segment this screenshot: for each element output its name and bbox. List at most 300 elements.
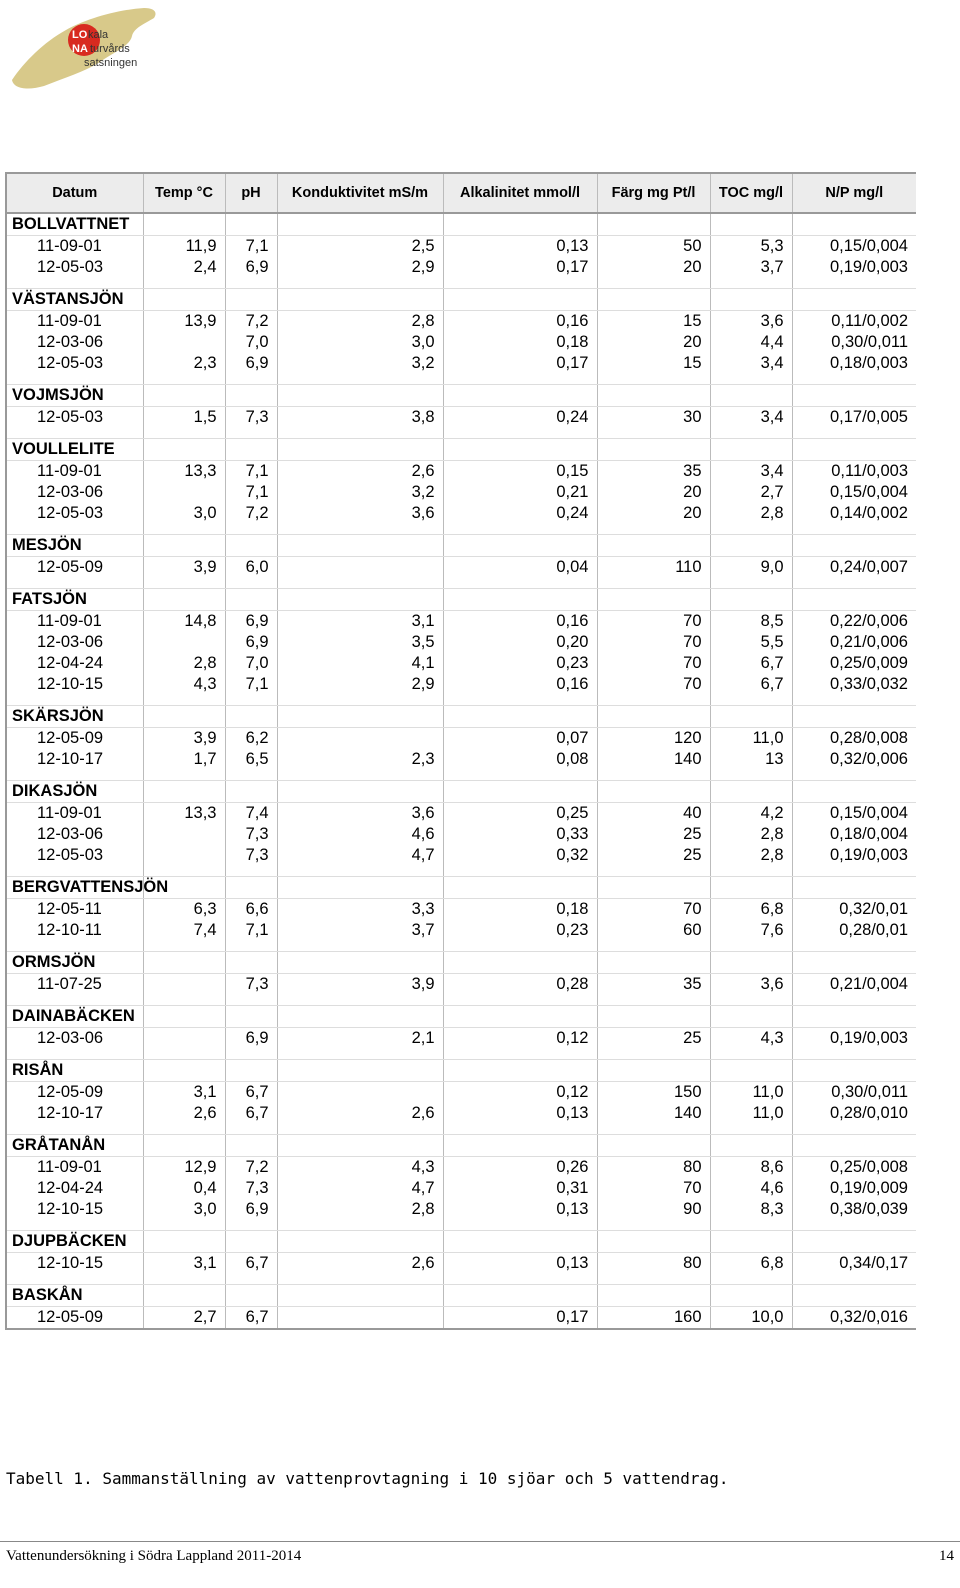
spacer-cell (443, 941, 597, 952)
spacer-cell (597, 1124, 710, 1135)
cell-konduktivitet: 2,6 (277, 1103, 443, 1124)
spacer-cell (443, 374, 597, 385)
empty-cell (443, 289, 597, 311)
cell-np: 0,22/0,006 (792, 611, 916, 633)
cell-farg: 150 (597, 1082, 710, 1104)
cell-farg: 20 (597, 482, 710, 503)
spacer-cell (443, 428, 597, 439)
cell-datum: 12-05-11 (6, 899, 143, 921)
cell-farg: 60 (597, 920, 710, 941)
empty-cell (225, 1006, 277, 1028)
cell-konduktivitet: 2,6 (277, 1253, 443, 1275)
empty-cell (225, 781, 277, 803)
lake-name-row (6, 589, 916, 611)
spacer-cell (710, 578, 792, 589)
spacer-cell (277, 1049, 443, 1060)
cell-konduktivitet (277, 728, 443, 750)
cell-farg: 160 (597, 1307, 710, 1330)
cell-toc: 8,3 (710, 1199, 792, 1220)
empty-cell (143, 781, 225, 803)
spacer-cell (225, 941, 277, 952)
header-toc: TOC mg/l (710, 173, 792, 213)
cell-konduktivitet: 3,7 (277, 920, 443, 941)
spacer-cell (225, 1124, 277, 1135)
cell-np: 0,32/0,006 (792, 749, 916, 770)
spacer-cell (225, 428, 277, 439)
empty-cell (792, 289, 916, 311)
cell-ph: 6,6 (225, 899, 277, 921)
cell-alkalinitet: 0,33 (443, 824, 597, 845)
cell-datum: 12-10-17 (6, 749, 143, 770)
cell-farg: 20 (597, 332, 710, 353)
cell-toc: 3,6 (710, 974, 792, 996)
cell-alkalinitet: 0,21 (443, 482, 597, 503)
empty-cell (710, 706, 792, 728)
spacer-cell (143, 578, 225, 589)
empty-cell (143, 1285, 225, 1307)
spacer-cell (225, 695, 277, 706)
spacer-cell (443, 866, 597, 877)
spacer-cell (792, 524, 916, 535)
cell-datum: 12-03-06 (6, 482, 143, 503)
cell-np: 0,28/0,01 (792, 920, 916, 941)
empty-cell (443, 1060, 597, 1082)
cell-farg: 35 (597, 974, 710, 996)
cell-farg: 140 (597, 749, 710, 770)
empty-cell (792, 877, 916, 899)
cell-temp: 2,8 (143, 653, 225, 674)
cell-datum: 11-09-01 (6, 461, 143, 483)
cell-np: 0,11/0,002 (792, 311, 916, 333)
spacer-cell (597, 1220, 710, 1231)
cell-farg: 80 (597, 1253, 710, 1275)
cell-alkalinitet: 0,17 (443, 1307, 597, 1330)
empty-cell (710, 877, 792, 899)
spacer-row (6, 428, 916, 439)
empty-cell (143, 535, 225, 557)
empty-cell (597, 1285, 710, 1307)
cell-konduktivitet: 3,5 (277, 632, 443, 653)
cell-temp: 13,9 (143, 311, 225, 333)
cell-np: 0,25/0,009 (792, 653, 916, 674)
cell-datum: 12-10-17 (6, 1103, 143, 1124)
empty-cell (143, 952, 225, 974)
spacer-cell (277, 941, 443, 952)
cell-ph: 6,7 (225, 1253, 277, 1275)
water-sampling-table (5, 172, 915, 1330)
cell-farg: 110 (597, 557, 710, 579)
cell-datum: 12-10-11 (6, 920, 143, 941)
spacer-cell (710, 1124, 792, 1135)
cell-np: 0,15/0,004 (792, 482, 916, 503)
cell-alkalinitet: 0,17 (443, 257, 597, 278)
cell-datum: 12-05-03 (6, 503, 143, 524)
cell-konduktivitet: 3,9 (277, 974, 443, 996)
cell-datum: 12-05-09 (6, 557, 143, 579)
spacer-cell (6, 278, 143, 289)
table-row (6, 674, 916, 695)
table-row (6, 1178, 916, 1199)
empty-cell (443, 589, 597, 611)
cell-farg: 20 (597, 257, 710, 278)
spacer-cell (277, 524, 443, 535)
header-alkalinitet: Alkalinitet mmol/l (443, 173, 597, 213)
empty-cell (597, 1135, 710, 1157)
spacer-cell (277, 374, 443, 385)
cell-ph: 7,4 (225, 803, 277, 825)
cell-np: 0,19/0,003 (792, 1028, 916, 1050)
spacer-cell (710, 278, 792, 289)
empty-cell (277, 781, 443, 803)
cell-konduktivitet: 2,1 (277, 1028, 443, 1050)
cell-temp: 6,3 (143, 899, 225, 921)
lake-name-row (6, 1135, 916, 1157)
cell-ph: 6,0 (225, 557, 277, 579)
table-row (6, 974, 916, 996)
empty-cell (792, 1060, 916, 1082)
empty-cell (597, 289, 710, 311)
cell-ph: 7,1 (225, 236, 277, 258)
empty-cell (277, 877, 443, 899)
cell-konduktivitet: 4,7 (277, 1178, 443, 1199)
cell-np: 0,19/0,003 (792, 257, 916, 278)
spacer-cell (710, 524, 792, 535)
spacer-cell (597, 866, 710, 877)
empty-cell (710, 1285, 792, 1307)
empty-cell (710, 1060, 792, 1082)
cell-alkalinitet: 0,13 (443, 236, 597, 258)
cell-farg: 15 (597, 353, 710, 374)
lake-name: RISÅN (6, 1060, 143, 1082)
cell-alkalinitet: 0,07 (443, 728, 597, 750)
empty-cell (225, 289, 277, 311)
table-row (6, 1082, 916, 1104)
cell-toc: 2,8 (710, 503, 792, 524)
cell-temp (143, 974, 225, 996)
lake-name: ORMSJÖN (6, 952, 143, 974)
cell-np: 0,17/0,005 (792, 407, 916, 429)
cell-toc: 6,8 (710, 1253, 792, 1275)
empty-cell (277, 385, 443, 407)
empty-cell (225, 385, 277, 407)
cell-alkalinitet: 0,32 (443, 845, 597, 866)
cell-alkalinitet: 0,12 (443, 1028, 597, 1050)
empty-cell (143, 706, 225, 728)
spacer-cell (6, 695, 143, 706)
cell-temp: 14,8 (143, 611, 225, 633)
table-row (6, 749, 916, 770)
empty-cell (277, 589, 443, 611)
lake-name: SKÄRSJÖN (6, 706, 143, 728)
spacer-cell (710, 695, 792, 706)
empty-cell (443, 535, 597, 557)
empty-cell (710, 589, 792, 611)
cell-toc: 5,5 (710, 632, 792, 653)
spacer-cell (710, 866, 792, 877)
cell-np: 0,19/0,003 (792, 845, 916, 866)
cell-konduktivitet: 2,6 (277, 461, 443, 483)
empty-cell (597, 1231, 710, 1253)
empty-cell (277, 213, 443, 236)
table-row (6, 632, 916, 653)
lake-name-row (6, 1060, 916, 1082)
spacer-cell (443, 1124, 597, 1135)
cell-toc: 8,6 (710, 1157, 792, 1179)
logo-lo: LO (72, 29, 88, 41)
cell-datum: 11-09-01 (6, 311, 143, 333)
cell-farg: 25 (597, 845, 710, 866)
cell-toc: 10,0 (710, 1307, 792, 1330)
empty-cell (443, 439, 597, 461)
cell-np: 0,18/0,003 (792, 353, 916, 374)
cell-datum: 12-05-03 (6, 407, 143, 429)
cell-farg: 140 (597, 1103, 710, 1124)
table-row (6, 1307, 916, 1330)
empty-cell (143, 385, 225, 407)
cell-ph: 7,3 (225, 974, 277, 996)
cell-np: 0,28/0,008 (792, 728, 916, 750)
cell-np: 0,18/0,004 (792, 824, 916, 845)
logo-na: NA (72, 43, 88, 55)
spacer-cell (143, 1274, 225, 1285)
cell-toc: 2,8 (710, 845, 792, 866)
footer-divider (0, 1541, 960, 1542)
cell-toc: 3,4 (710, 407, 792, 429)
cell-ph: 7,1 (225, 461, 277, 483)
cell-farg: 70 (597, 674, 710, 695)
cell-datum: 12-10-15 (6, 674, 143, 695)
lake-name-row (6, 213, 916, 236)
cell-datum: 12-10-15 (6, 1253, 143, 1275)
cell-toc: 4,4 (710, 332, 792, 353)
lake-name: BOLLVATTNET (6, 213, 143, 236)
cell-datum: 11-09-01 (6, 803, 143, 825)
cell-datum: 11-09-01 (6, 611, 143, 633)
spacer-cell (710, 1049, 792, 1060)
lake-name-row (6, 1006, 916, 1028)
cell-datum: 12-05-03 (6, 353, 143, 374)
lake-name-row (6, 1285, 916, 1307)
logo-turvards: turvårds (90, 43, 130, 55)
table-row (6, 503, 916, 524)
cell-temp: 7,4 (143, 920, 225, 941)
cell-temp: 3,0 (143, 503, 225, 524)
empty-cell (792, 385, 916, 407)
cell-farg: 50 (597, 236, 710, 258)
cell-temp: 12,9 (143, 1157, 225, 1179)
cell-temp: 13,3 (143, 803, 225, 825)
cell-alkalinitet: 0,17 (443, 353, 597, 374)
cell-alkalinitet: 0,25 (443, 803, 597, 825)
cell-np: 0,32/0,016 (792, 1307, 916, 1330)
cell-farg: 70 (597, 653, 710, 674)
cell-konduktivitet: 4,6 (277, 824, 443, 845)
footer-title: Vattenundersökning i Södra Lappland 2011-2014 (6, 1548, 302, 1564)
empty-cell (225, 213, 277, 236)
empty-cell (443, 1135, 597, 1157)
cell-toc: 3,6 (710, 311, 792, 333)
cell-alkalinitet: 0,13 (443, 1253, 597, 1275)
cell-temp: 1,7 (143, 749, 225, 770)
cell-konduktivitet: 3,6 (277, 803, 443, 825)
cell-ph: 7,2 (225, 503, 277, 524)
spacer-cell (443, 524, 597, 535)
empty-cell (792, 1231, 916, 1253)
table-row (6, 236, 916, 258)
lake-name: DIKASJÖN (6, 781, 143, 803)
cell-konduktivitet: 3,2 (277, 353, 443, 374)
cell-konduktivitet: 4,3 (277, 1157, 443, 1179)
cell-konduktivitet: 3,2 (277, 482, 443, 503)
spacer-cell (443, 278, 597, 289)
spacer-cell (597, 524, 710, 535)
cell-ph: 7,2 (225, 1157, 277, 1179)
cell-np: 0,11/0,003 (792, 461, 916, 483)
table-row (6, 482, 916, 503)
cell-toc: 7,6 (710, 920, 792, 941)
cell-np: 0,33/0,032 (792, 674, 916, 695)
spacer-cell (6, 374, 143, 385)
spacer-row (6, 524, 916, 535)
cell-farg: 80 (597, 1157, 710, 1179)
spacer-row (6, 578, 916, 589)
spacer-cell (225, 278, 277, 289)
cell-toc: 5,3 (710, 236, 792, 258)
cell-ph: 7,3 (225, 824, 277, 845)
cell-temp: 4,3 (143, 674, 225, 695)
cell-toc: 11,0 (710, 1082, 792, 1104)
table-caption: Tabell 1. Sammanställning av vattenprovtagning i 10 sjöar och 5 vattendrag. (6, 1469, 729, 1488)
spacer-row (6, 374, 916, 385)
page-number: 14 (939, 1548, 954, 1564)
spacer-row (6, 995, 916, 1006)
empty-cell (225, 1231, 277, 1253)
cell-temp: 0,4 (143, 1178, 225, 1199)
empty-cell (792, 952, 916, 974)
cell-farg: 15 (597, 311, 710, 333)
empty-cell (277, 439, 443, 461)
cell-konduktivitet: 3,6 (277, 503, 443, 524)
cell-alkalinitet: 0,12 (443, 1082, 597, 1104)
cell-konduktivitet: 2,9 (277, 257, 443, 278)
cell-alkalinitet: 0,26 (443, 1157, 597, 1179)
cell-alkalinitet: 0,23 (443, 920, 597, 941)
empty-cell (443, 213, 597, 236)
spacer-cell (277, 578, 443, 589)
cell-konduktivitet: 2,5 (277, 236, 443, 258)
empty-cell (277, 1060, 443, 1082)
empty-cell (597, 706, 710, 728)
spacer-row (6, 1124, 916, 1135)
empty-cell (792, 213, 916, 236)
table-row (6, 257, 916, 278)
lake-name-row (6, 706, 916, 728)
table-row (6, 920, 916, 941)
spacer-cell (225, 1220, 277, 1231)
cell-ph: 6,9 (225, 257, 277, 278)
empty-cell (710, 1231, 792, 1253)
spacer-cell (143, 1220, 225, 1231)
cell-ph: 6,2 (225, 728, 277, 750)
cell-ph: 6,7 (225, 1103, 277, 1124)
table-row (6, 845, 916, 866)
lokala-naturvards-logo (4, 2, 164, 94)
cell-toc: 6,8 (710, 899, 792, 921)
cell-np: 0,14/0,002 (792, 503, 916, 524)
lake-name: BERGVATTENSJÖN (6, 877, 143, 899)
cell-konduktivitet: 4,1 (277, 653, 443, 674)
cell-np: 0,19/0,009 (792, 1178, 916, 1199)
cell-alkalinitet: 0,16 (443, 611, 597, 633)
spacer-cell (6, 1274, 143, 1285)
empty-cell (225, 589, 277, 611)
empty-cell (792, 706, 916, 728)
table-row (6, 611, 916, 633)
cell-ph: 6,7 (225, 1307, 277, 1330)
cell-datum: 12-03-06 (6, 332, 143, 353)
cell-konduktivitet: 2,3 (277, 749, 443, 770)
spacer-row (6, 278, 916, 289)
table-row (6, 803, 916, 825)
spacer-cell (143, 374, 225, 385)
cell-farg: 70 (597, 632, 710, 653)
empty-cell (277, 1231, 443, 1253)
lake-name-row (6, 1231, 916, 1253)
cell-temp (143, 332, 225, 353)
logo-kala: kala (88, 29, 109, 41)
lake-name: VOJMSJÖN (6, 385, 143, 407)
empty-cell (792, 1006, 916, 1028)
spacer-cell (277, 1220, 443, 1231)
spacer-cell (443, 695, 597, 706)
spacer-cell (225, 995, 277, 1006)
cell-toc: 3,4 (710, 461, 792, 483)
cell-np: 0,38/0,039 (792, 1199, 916, 1220)
cell-np: 0,30/0,011 (792, 1082, 916, 1104)
spacer-cell (710, 995, 792, 1006)
table-row (6, 1157, 916, 1179)
spacer-cell (277, 1274, 443, 1285)
table-row (6, 1028, 916, 1050)
cell-toc: 4,6 (710, 1178, 792, 1199)
cell-konduktivitet: 3,3 (277, 899, 443, 921)
lake-name-row (6, 535, 916, 557)
lake-name: MESJÖN (6, 535, 143, 557)
lake-name-row (6, 781, 916, 803)
spacer-cell (443, 995, 597, 1006)
cell-np: 0,24/0,007 (792, 557, 916, 579)
cell-temp: 3,1 (143, 1253, 225, 1275)
spacer-cell (143, 278, 225, 289)
spacer-row (6, 695, 916, 706)
cell-temp: 2,3 (143, 353, 225, 374)
spacer-cell (143, 1124, 225, 1135)
cell-toc: 13 (710, 749, 792, 770)
empty-cell (597, 1006, 710, 1028)
empty-cell (597, 781, 710, 803)
spacer-cell (597, 374, 710, 385)
spacer-cell (792, 1274, 916, 1285)
cell-np: 0,34/0,17 (792, 1253, 916, 1275)
spacer-cell (443, 1049, 597, 1060)
header-ph: pH (225, 173, 277, 213)
empty-cell (225, 877, 277, 899)
cell-temp (143, 1028, 225, 1050)
cell-ph: 7,1 (225, 482, 277, 503)
empty-cell (710, 289, 792, 311)
cell-alkalinitet: 0,24 (443, 503, 597, 524)
cell-konduktivitet: 2,9 (277, 674, 443, 695)
